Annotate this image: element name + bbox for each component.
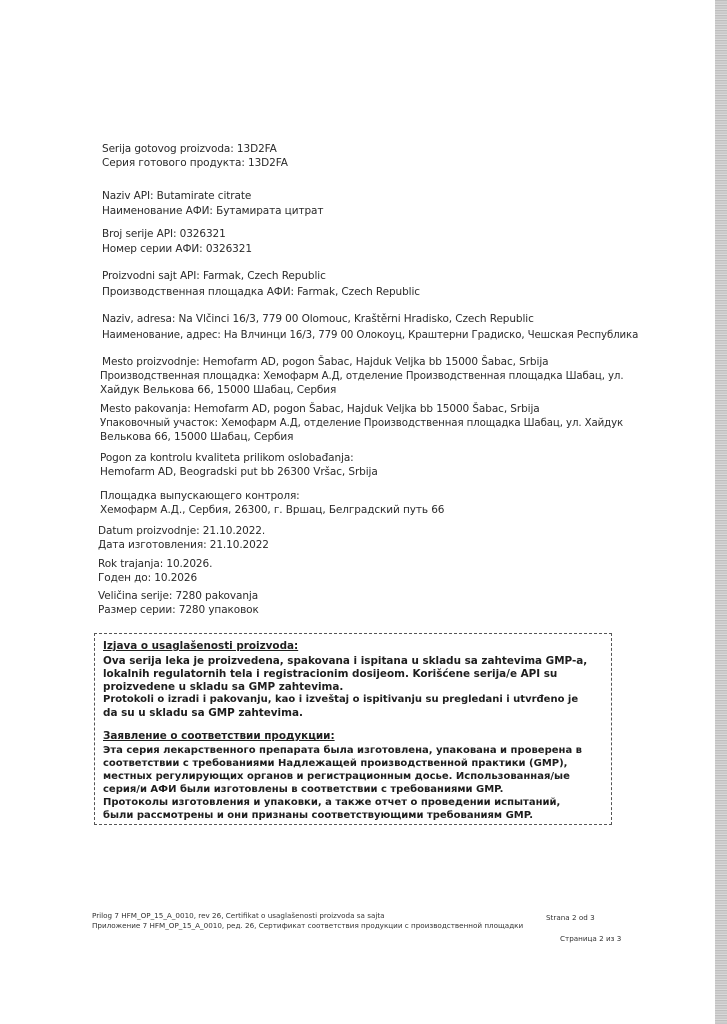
conformity-ru-line-3: местных регулирующих органов и регистрационным досье. Использованная/ые [103,771,570,782]
page-number-ru: Страница 2 из 3 [560,934,622,943]
conformity-ru-title: Заявление о соответствии продукции: [103,730,335,742]
address-sr: Naziv, adresa: Na Vlčinci 16/3, 779 00 Olomouc, Kraštěrni Hradisko, Czech Republic [102,313,534,325]
expiry-sr: Rok trajanja: 10.2026. [98,558,213,570]
api-batch-ru: Номер серии АФИ: 0326321 [102,243,252,255]
conformity-ru-line-4: серия/и АФИ были изготовлены в соответствии с требованиями GMP. [103,784,504,795]
conformity-sr-line-2: lokalnih regulatornih tela i registracionim dosijeom. Korišćene serija/e API su [103,668,558,680]
batch-sr: Serija gotovog proizvoda: 13D2FA [102,143,277,155]
address-ru: Наименование, адрес: На Влчинци 16/3, 779 00 Олокоуц, Краштерни Градиско, Чешская Республика [102,330,639,341]
batch-size-sr: Veličina serije: 7280 pakovanja [98,590,259,602]
conformity-ru-line-5: Протоколы изготовления и упаковки, а также отчет о проведении испытаний, [103,797,561,808]
conformity-ru-line-2: соответствии с требованиями Надлежащей производственной практики (GMP), [103,758,568,769]
manufacture-date-ru: Дата изготовления: 21.10.2022 [98,539,269,551]
production-site-ru-2: Хайдук Велькова 66, 15000 Шабац, Сербия [100,384,337,396]
api-name-sr: Naziv API: Butamirate citrate [102,190,252,202]
qc-release-sr-2: Hemofarm AD, Beogradski put bb 26300 Vršac, Srbija [100,466,378,478]
expiry-ru: Годен до: 10.2026 [98,572,198,584]
production-site-sr: Mesto proizvodnje: Hemofarm AD, pogon Šabac, Hajduk Veljka bb 15000 Šabac, Srbija [102,356,549,368]
conformity-sr-line-1: Ova serija leka je proizvedena, spakovana i ispitana u skladu sa zahtevima GMP-a, [103,655,588,667]
conformity-sr-line-4: Protokoli o izradi i pakovanju, kao i izveštaj o ispitivanju su pregledani i utvrđeno je [103,694,579,705]
page-number-sr: Strana 2 od 3 [546,913,595,922]
conformity-ru-line-6: были рассмотрены и они признаны соответствующими требованиям GMP. [103,810,534,821]
api-site-ru: Производственная площадка АФИ: Farmak, Czech Republic [102,286,420,298]
release-control-ru-2: Хемофарм А.Д., Сербия, 26300, г. Вршац, Белградский путь 66 [100,504,445,516]
api-site-sr: Proizvodni sajt API: Farmak, Czech Republic [102,270,326,282]
manufacture-date-sr: Datum proizvodnje: 21.10.2022. [98,525,266,537]
qc-release-sr-1: Pogon za kontrolu kvaliteta prilikom oslobađanja: [100,452,354,464]
packaging-site-sr: Mesto pakovanja: Hemofarm AD, pogon Šabac, Hajduk Veljka bb 15000 Šabac, Srbija [100,403,540,415]
conformity-sr-title: Izjava o usaglašenosti proizvoda: [103,640,299,652]
conformity-ru-line-1: Эта серия лекарственного препарата была изготовлена, упакована и проверена в [103,745,582,756]
api-batch-sr: Broj serije API: 0326321 [102,228,226,240]
batch-ru: Серия готового продукта: 13D2FA [102,157,288,169]
conformity-sr-line-5: da su u skladu sa GMP zahtevima. [103,707,303,719]
batch-size-ru: Размер серии: 7280 упаковок [98,604,259,616]
api-name-ru: Наименование АФИ: Бутамирата цитрат [102,205,324,217]
footer-reference-ru: Приложение 7 HFM_OP_15_A_0010, ред. 26, Сертификат соответствия продукции с производственной площадки [92,921,524,930]
packaging-site-ru-2: Велькова 66, 15000 Шабац, Сербия [100,431,294,443]
footer-reference-sr: Prilog 7 HFM_OP_15_A_0010, rev 26, Certifikat o usaglašenosti proizvoda sa sajta [92,911,385,920]
release-control-ru-1: Площадка выпускающего контроля: [100,490,300,502]
packaging-site-ru-1: Упаковочный участок: Хемофарм А.Д, отделение Производственная площадка Шабац, ул. Хайдук [100,418,624,429]
conformity-sr-line-3: proizvedene u skladu sa GMP zahtevima. [103,681,344,693]
production-site-ru-1: Производственная площадка: Хемофарм А.Д, отделение Производственная площадка Шабац, ул. [100,371,624,382]
